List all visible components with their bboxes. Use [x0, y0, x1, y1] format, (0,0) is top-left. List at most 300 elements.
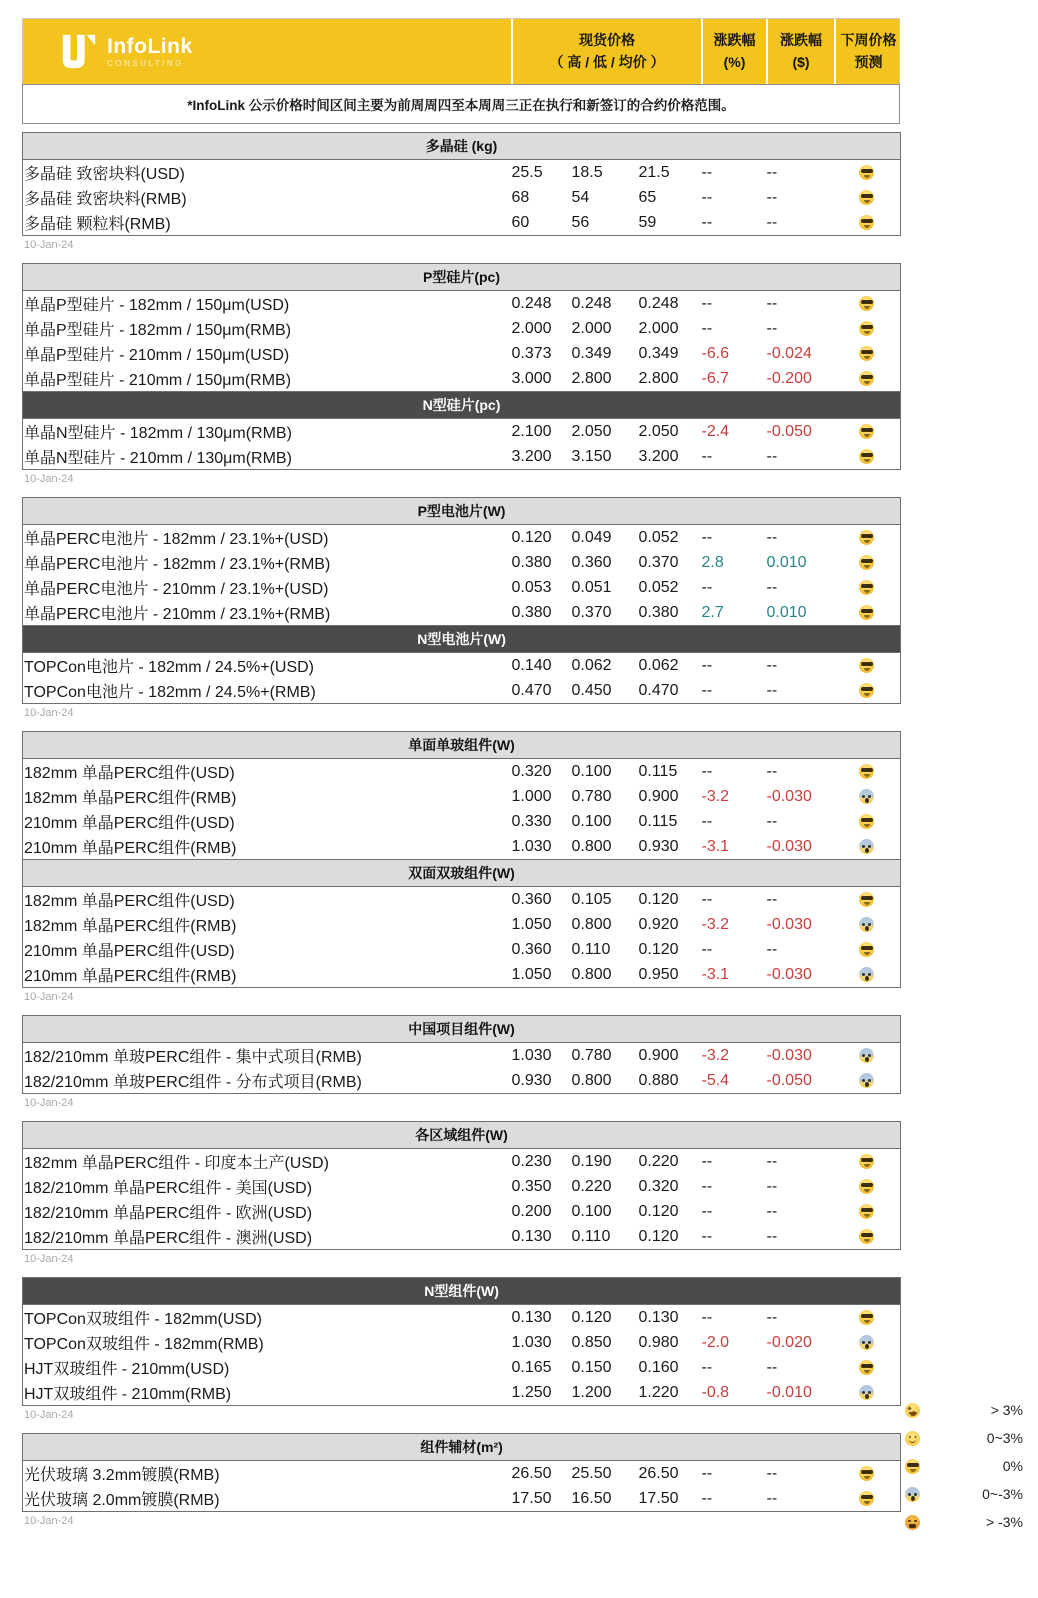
price-high-cell: 2.100	[511, 422, 552, 440]
price-high-cell: 0.380	[511, 603, 552, 621]
date-label: 10-Jan-24	[24, 1097, 74, 1109]
table-row	[23, 291, 901, 317]
price-high-cell: 0.350	[511, 1177, 552, 1195]
price-avg-cell: 26.50	[638, 1464, 679, 1482]
section-header-row	[23, 1016, 901, 1043]
product-name-cell: 182mm 单晶PERC组件(RMB)	[24, 918, 237, 935]
change-percent-cell: --	[701, 188, 713, 206]
forecast-cell	[834, 1486, 901, 1512]
price-high-cell: 1.030	[511, 1046, 552, 1064]
forecast-cell	[834, 1461, 901, 1487]
price-avg-cell: 0.120	[638, 890, 679, 908]
price-high-cell: 1.030	[511, 837, 552, 855]
sunglasses-emoji-icon	[859, 449, 874, 464]
sunglasses-emoji-icon	[859, 165, 874, 180]
table-row	[23, 1305, 901, 1331]
section-header: P型硅片(pc)	[23, 264, 901, 291]
change-dollar-cell: --	[766, 213, 778, 231]
price-high-cell: 0.380	[511, 553, 552, 571]
section-header-row	[23, 264, 901, 291]
price-low-cell: 0.780	[571, 787, 612, 805]
product-name-cell: 单晶PERC电池片 - 182mm / 23.1%+(USD)	[24, 531, 329, 548]
change-percent-cell: -3.2	[701, 787, 730, 805]
product-name-cell: 182mm 单晶PERC组件 - 印度本土产(USD)	[24, 1155, 329, 1172]
table-row	[23, 653, 901, 679]
product-name-cell: 多晶硅 致密块料(USD)	[24, 166, 185, 183]
price-avg-cell: 0.900	[638, 1046, 679, 1064]
price-avg-cell: 21.5	[638, 163, 670, 181]
forecast-cell	[834, 1380, 901, 1406]
price-low-cell: 0.220	[571, 1177, 612, 1195]
section-header: N型组件(W)	[23, 1278, 901, 1305]
change-percent-cell: -3.2	[701, 915, 730, 933]
table-row	[23, 444, 901, 470]
price-high-cell: 0.130	[511, 1227, 552, 1245]
change-percent-cell: --	[701, 656, 713, 674]
product-name-cell: 单晶N型硅片 - 210mm / 130μm(RMB)	[24, 450, 292, 467]
change-dollar-cell: --	[766, 681, 778, 699]
price-low-cell: 0.062	[571, 656, 612, 674]
forecast-cell	[834, 1305, 901, 1331]
price-low-cell: 0.105	[571, 890, 612, 908]
table-row	[23, 185, 901, 210]
sunglasses-emoji-icon	[859, 555, 874, 570]
price-high-cell: 0.373	[511, 344, 552, 362]
change-percent-cell: --	[701, 1177, 713, 1195]
brand-subtitle: CONSULTING	[107, 58, 184, 68]
change-dollar-cell: --	[766, 1358, 778, 1376]
table-row	[23, 550, 901, 575]
price-group	[22, 731, 900, 1006]
table-row	[23, 160, 901, 186]
product-name-cell: TOPCon电池片 - 182mm / 24.5%+(USD)	[24, 659, 315, 676]
price-high-cell: 0.248	[511, 294, 552, 312]
product-name-cell: 182/210mm 单晶PERC组件 - 欧洲(USD)	[24, 1205, 313, 1222]
price-high-cell: 1.050	[511, 965, 552, 983]
price-low-cell: 2.800	[571, 369, 612, 387]
price-low-cell: 0.110	[571, 940, 611, 958]
table-row	[23, 1149, 901, 1175]
section-header-row	[23, 1278, 901, 1305]
scream-emoji-icon	[859, 1335, 874, 1350]
change-dollar-cell: --	[766, 294, 778, 312]
price-low-cell: 25.50	[571, 1464, 612, 1482]
price-low-cell: 0.450	[571, 681, 612, 699]
price-high-cell: 68	[511, 188, 530, 206]
forecast-cell	[834, 1043, 901, 1069]
sunglasses-emoji-icon	[859, 346, 874, 361]
price-high-cell: 0.930	[511, 1071, 552, 1089]
price-avg-cell: 0.920	[638, 915, 679, 933]
table-row	[23, 600, 901, 626]
price-avg-cell: 2.000	[638, 319, 679, 337]
forecast-cell	[834, 525, 901, 551]
change-dollar-cell: --	[766, 578, 778, 596]
scream-emoji-icon	[859, 917, 874, 932]
sunglasses-emoji-icon	[859, 892, 874, 907]
product-name-cell: 182/210mm 单玻PERC组件 - 集中式项目(RMB)	[24, 1049, 362, 1066]
product-name-cell: 单晶P型硅片 - 210mm / 150μm(USD)	[24, 347, 290, 364]
price-group	[22, 1015, 900, 1112]
price-low-cell: 56	[571, 213, 590, 231]
price-group	[22, 132, 900, 254]
price-table	[22, 1121, 901, 1250]
date-label: 10-Jan-24	[24, 1409, 74, 1421]
change-dollar-cell: --	[766, 528, 778, 546]
table-row	[23, 759, 901, 785]
spot-price-subtitle: （ 高 / 低 / 均价 ）	[549, 53, 665, 70]
legend-item	[905, 1452, 1023, 1480]
price-avg-cell: 2.800	[638, 369, 679, 387]
legend-rage-emoji-icon	[905, 1515, 920, 1530]
price-high-cell: 3.000	[511, 369, 552, 387]
sunglasses-emoji-icon	[859, 605, 874, 620]
sunglasses-emoji-icon	[859, 1491, 874, 1506]
product-name-cell: HJT双玻组件 - 210mm(RMB)	[24, 1386, 232, 1403]
price-high-cell: 0.360	[511, 940, 552, 958]
table-row	[23, 834, 901, 860]
change-percent-cell: 2.8	[701, 553, 724, 571]
change-dollar-cell: 0.010	[766, 603, 807, 621]
table-row	[23, 1068, 901, 1094]
price-low-cell: 18.5	[571, 163, 603, 181]
change-percent-cell: -2.4	[701, 422, 730, 440]
legend-label: > -3%	[986, 1514, 1023, 1530]
table-row	[23, 1380, 901, 1406]
price-avg-cell: 17.50	[638, 1489, 679, 1507]
price-table	[22, 263, 901, 470]
price-high-cell: 1.000	[511, 787, 552, 805]
price-high-cell: 26.50	[511, 1464, 552, 1482]
date-label: 10-Jan-24	[24, 1515, 74, 1527]
price-low-cell: 2.050	[571, 422, 612, 440]
change-dollar-cell: -0.020	[766, 1333, 812, 1351]
sunglasses-emoji-icon	[859, 371, 874, 386]
forecast-cell	[834, 291, 901, 317]
table-row	[23, 1043, 901, 1069]
price-table	[22, 1433, 901, 1512]
price-avg-cell: 0.248	[638, 294, 679, 312]
section-header-row	[23, 1122, 901, 1149]
change-dollar-cell: -0.030	[766, 837, 812, 855]
forecast-cell	[834, 1068, 901, 1094]
price-low-cell: 0.110	[571, 1227, 611, 1245]
change-dollar-cell: -0.010	[766, 1383, 812, 1401]
change-dollar-cell: --	[766, 762, 778, 780]
date-label: 10-Jan-24	[24, 239, 74, 251]
product-name-cell: 210mm 单晶PERC组件(RMB)	[24, 840, 237, 857]
price-low-cell: 0.051	[571, 578, 612, 596]
price-low-cell: 0.100	[571, 1202, 612, 1220]
change-dollar-cell: -0.024	[766, 344, 812, 362]
change-dollar-cell: --	[766, 163, 778, 181]
price-high-cell: 0.130	[511, 1308, 552, 1326]
legend-smile-emoji-icon	[905, 1431, 920, 1446]
legend-label: > 3%	[990, 1402, 1023, 1418]
section-header: 各区域组件(W)	[23, 1122, 901, 1149]
price-group	[22, 1277, 900, 1424]
price-low-cell: 1.200	[571, 1383, 612, 1401]
price-group	[22, 1121, 900, 1268]
price-high-cell: 0.330	[511, 812, 552, 830]
change-percent-cell: --	[701, 940, 713, 958]
forecast-cell	[834, 1355, 901, 1380]
sunglasses-emoji-icon	[859, 814, 874, 829]
table-row	[23, 1486, 901, 1512]
change-percent-cell: --	[701, 1152, 713, 1170]
product-name-cell: 多晶硅 致密块料(RMB)	[24, 191, 187, 208]
price-low-cell: 0.800	[571, 915, 612, 933]
price-avg-cell: 0.980	[638, 1333, 679, 1351]
price-low-cell: 0.800	[571, 965, 612, 983]
table-row	[23, 784, 901, 809]
change-percent-cell: 2.7	[701, 603, 724, 621]
legend-scream-emoji-icon	[905, 1487, 920, 1502]
sunglasses-emoji-icon	[859, 1229, 874, 1244]
price-high-cell: 1.030	[511, 1333, 552, 1351]
price-high-cell: 0.360	[511, 890, 552, 908]
forecast-cell	[834, 653, 901, 679]
scream-emoji-icon	[859, 967, 874, 982]
section-header-row	[23, 626, 901, 653]
product-name-cell: 182mm 单晶PERC组件(USD)	[24, 893, 235, 910]
section-header-row	[23, 133, 901, 160]
table-row	[23, 210, 901, 236]
date-label: 10-Jan-24	[24, 473, 74, 485]
column-header-change-percent: 涨跌幅 (%)	[701, 19, 766, 84]
scream-emoji-icon	[859, 1073, 874, 1088]
change-dollar-cell: -0.030	[766, 1046, 812, 1064]
change-percent-cell: -5.4	[701, 1071, 730, 1089]
infolink-logo-icon	[59, 32, 97, 72]
section-header-row	[23, 498, 901, 525]
change-percent-cell: --	[701, 294, 713, 312]
brand-name: InfoLink	[107, 34, 193, 58]
forecast-cell	[834, 419, 901, 445]
sunglasses-emoji-icon	[859, 1154, 874, 1169]
product-name-cell: 单晶P型硅片 - 210mm / 150μm(RMB)	[24, 372, 292, 389]
table-row	[23, 419, 901, 445]
change-dollar-cell: 0.010	[766, 553, 807, 571]
sunglasses-emoji-icon	[859, 215, 874, 230]
sunglasses-emoji-icon	[859, 424, 874, 439]
table-row	[23, 316, 901, 341]
section-header-row	[23, 392, 901, 419]
section-header-row	[23, 732, 901, 759]
product-name-cell: 光伏玻璃 2.0mm镀膜(RMB)	[24, 1492, 220, 1509]
price-high-cell: 3.200	[511, 447, 552, 465]
product-name-cell: TOPCon双玻组件 - 182mm(RMB)	[24, 1336, 264, 1353]
change-percent-cell: -2.0	[701, 1333, 730, 1351]
price-high-cell: 2.000	[511, 319, 552, 337]
price-low-cell: 3.150	[571, 447, 612, 465]
forecast-cell	[834, 575, 901, 600]
sunglasses-emoji-icon	[859, 764, 874, 779]
brand-logo	[23, 19, 511, 84]
product-name-cell: TOPCon电池片 - 182mm / 24.5%+(RMB)	[24, 684, 316, 701]
change-percent-cell: --	[701, 1358, 713, 1376]
spot-price-title: 现货价格	[579, 31, 635, 48]
legend-star-struck-emoji-icon	[905, 1403, 920, 1418]
price-table	[22, 731, 901, 988]
legend-label: 0~3%	[986, 1430, 1023, 1446]
sunglasses-emoji-icon	[859, 1204, 874, 1219]
product-name-cell: 单晶PERC电池片 - 182mm / 23.1%+(RMB)	[24, 556, 331, 573]
price-low-cell: 0.049	[571, 528, 612, 546]
price-avg-cell: 0.052	[638, 578, 679, 596]
change-percent-cell: -3.1	[701, 965, 730, 983]
column-header-change-dollar: 涨跌幅 ($)	[766, 19, 834, 84]
price-avg-cell: 3.200	[638, 447, 679, 465]
price-avg-cell: 0.120	[638, 1227, 679, 1245]
change-percent-cell: --	[701, 890, 713, 908]
scream-emoji-icon	[859, 839, 874, 854]
price-groups	[22, 132, 900, 1530]
table-row	[23, 1224, 901, 1250]
forecast-cell	[834, 444, 901, 470]
forecast-cell	[834, 937, 901, 962]
change-percent-cell: -0.8	[701, 1383, 730, 1401]
table-row	[23, 678, 901, 704]
price-high-cell: 0.140	[511, 656, 552, 674]
sunglasses-emoji-icon	[859, 321, 874, 336]
product-name-cell: HJT双玻组件 - 210mm(USD)	[24, 1361, 230, 1378]
product-name-cell: 光伏玻璃 3.2mm镀膜(RMB)	[24, 1467, 220, 1484]
table-row	[23, 937, 901, 962]
table-row	[23, 809, 901, 834]
price-group	[22, 1433, 900, 1530]
change-percent-cell: -6.7	[701, 369, 730, 387]
table-row	[23, 1199, 901, 1224]
banner-header	[22, 18, 900, 84]
product-name-cell: 182mm 单晶PERC组件(RMB)	[24, 790, 237, 807]
price-low-cell: 16.50	[571, 1489, 612, 1507]
price-low-cell: 0.800	[571, 1071, 612, 1089]
change-percent-cell: --	[701, 163, 713, 181]
price-low-cell: 0.370	[571, 603, 612, 621]
legend-label: 0~-3%	[982, 1486, 1023, 1502]
product-name-cell: 单晶P型硅片 - 182mm / 150μm(RMB)	[24, 322, 292, 339]
price-high-cell: 0.230	[511, 1152, 552, 1170]
forecast-cell	[834, 210, 901, 236]
table-row	[23, 1174, 901, 1199]
section-header: 多晶硅 (kg)	[23, 133, 901, 160]
change-percent-cell: --	[701, 1464, 713, 1482]
forecast-cell	[834, 887, 901, 913]
change-dollar-cell: --	[766, 1152, 778, 1170]
section-header: 组件辅材(m²)	[23, 1434, 901, 1461]
change-percent-cell: --	[701, 1227, 713, 1245]
change-dollar-cell: --	[766, 1464, 778, 1482]
section-header: P型电池片(W)	[23, 498, 901, 525]
table-row	[23, 962, 901, 988]
price-low-cell: 0.120	[571, 1308, 612, 1326]
change-dollar-cell: --	[766, 656, 778, 674]
change-dollar-cell: -0.030	[766, 965, 812, 983]
change-percent-cell: -3.2	[701, 1046, 730, 1064]
price-avg-cell: 0.115	[638, 812, 678, 830]
forecast-cell	[834, 185, 901, 210]
change-dollar-cell: -0.050	[766, 422, 812, 440]
forecast-cell	[834, 912, 901, 937]
forecast-cell	[834, 678, 901, 704]
column-header-spot-price	[511, 19, 701, 84]
sunglasses-emoji-icon	[859, 658, 874, 673]
forecast-cell	[834, 1199, 901, 1224]
product-name-cell: 210mm 单晶PERC组件(USD)	[24, 943, 235, 960]
price-low-cell: 2.000	[571, 319, 612, 337]
price-table	[22, 1015, 901, 1094]
price-avg-cell: 0.880	[638, 1071, 679, 1089]
price-low-cell: 0.150	[571, 1358, 612, 1376]
scream-emoji-icon	[859, 789, 874, 804]
change-dollar-cell: --	[766, 188, 778, 206]
section-header: N型硅片(pc)	[23, 392, 901, 419]
change-percent-cell: --	[701, 1489, 713, 1507]
change-dollar-cell: --	[766, 1308, 778, 1326]
table-row	[23, 1355, 901, 1380]
change-dollar-cell: --	[766, 447, 778, 465]
legend-label: 0%	[1002, 1458, 1023, 1474]
sunglasses-emoji-icon	[859, 683, 874, 698]
date-label: 10-Jan-24	[24, 1253, 74, 1265]
forecast-cell	[834, 1149, 901, 1175]
forecast-cell	[834, 962, 901, 988]
price-high-cell: 1.050	[511, 915, 552, 933]
price-low-cell: 0.780	[571, 1046, 612, 1064]
forecast-cell	[834, 759, 901, 785]
change-percent-cell: --	[701, 812, 713, 830]
price-high-cell: 17.50	[511, 1489, 552, 1507]
change-dollar-cell: --	[766, 1227, 778, 1245]
section-header: 单面单玻组件(W)	[23, 732, 901, 759]
table-row	[23, 525, 901, 551]
price-low-cell: 0.100	[571, 812, 612, 830]
section-header: N型电池片(W)	[23, 626, 901, 653]
product-name-cell: 单晶P型硅片 - 182mm / 150μm(USD)	[24, 297, 290, 314]
price-avg-cell: 1.220	[638, 1383, 679, 1401]
forecast-cell	[834, 1330, 901, 1355]
scream-emoji-icon	[859, 1048, 874, 1063]
product-name-cell: 182/210mm 单晶PERC组件 - 美国(USD)	[24, 1180, 313, 1197]
price-high-cell: 0.165	[511, 1358, 552, 1376]
price-avg-cell: 0.160	[638, 1358, 679, 1376]
price-group	[22, 497, 900, 722]
price-avg-cell: 0.320	[638, 1177, 679, 1195]
change-percent-cell: --	[701, 1308, 713, 1326]
change-percent-cell: --	[701, 681, 713, 699]
product-name-cell: 182mm 单晶PERC组件(USD)	[24, 765, 235, 782]
change-dollar-cell: --	[766, 890, 778, 908]
table-row	[23, 1330, 901, 1355]
sunglasses-emoji-icon	[859, 1310, 874, 1325]
legend-item	[905, 1508, 1023, 1536]
scream-emoji-icon	[859, 1385, 874, 1400]
forecast-cell	[834, 784, 901, 809]
price-sheet	[22, 18, 900, 1539]
forecast-cell	[834, 550, 901, 575]
price-avg-cell: 0.380	[638, 603, 679, 621]
price-table	[22, 497, 901, 704]
price-avg-cell: 0.115	[638, 762, 678, 780]
legend-sunglasses-emoji-icon	[905, 1459, 920, 1474]
price-high-cell: 0.053	[511, 578, 552, 596]
product-name-cell: 多晶硅 颗粒料(RMB)	[24, 216, 171, 233]
price-low-cell: 0.360	[571, 553, 612, 571]
price-high-cell: 0.200	[511, 1202, 552, 1220]
legend-item	[905, 1480, 1023, 1508]
change-percent-cell: -3.1	[701, 837, 730, 855]
